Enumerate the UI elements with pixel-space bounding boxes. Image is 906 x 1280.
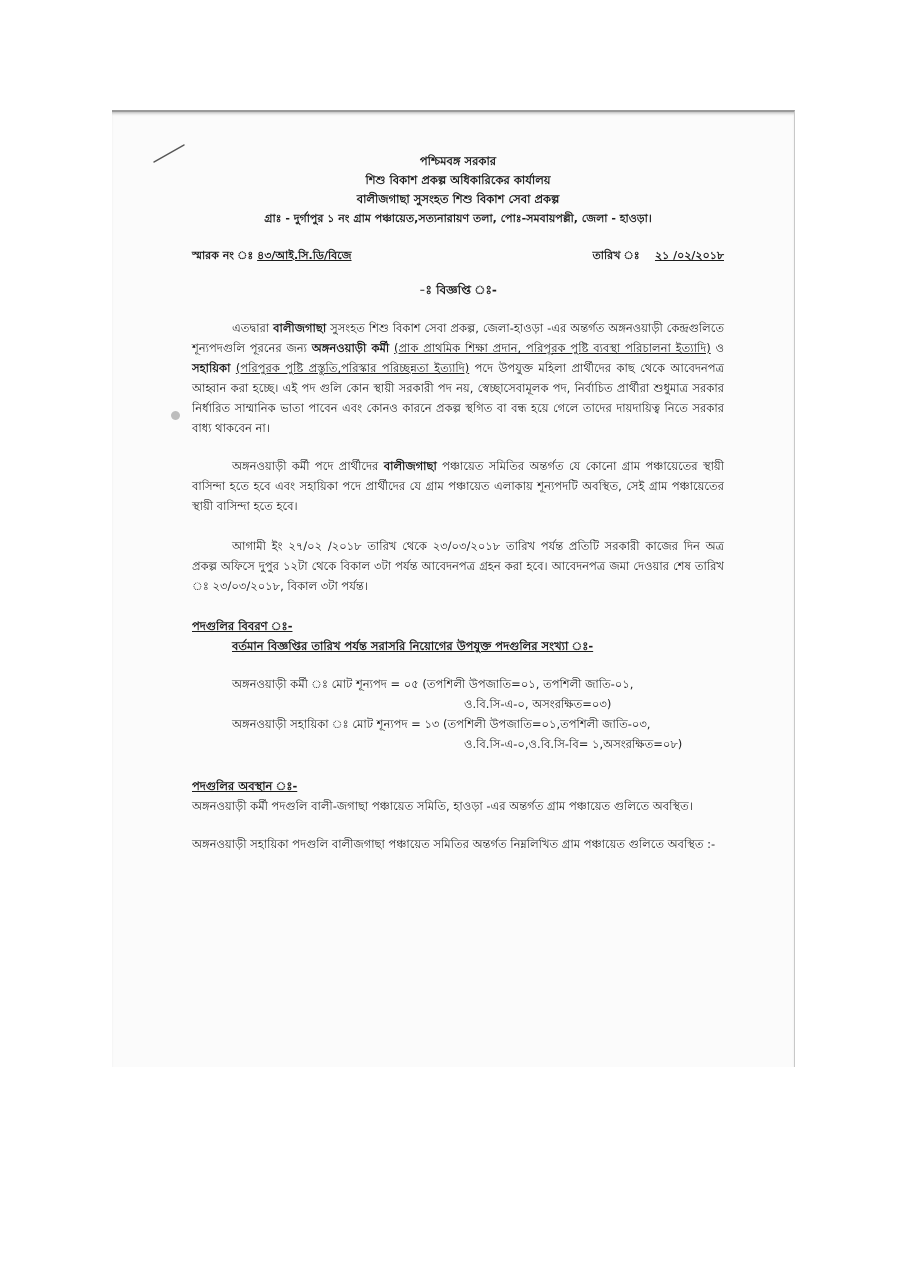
paragraph-application-dates: আগামী ইং ২৭/০২ /২০১৮ তারিখ থেকে ২৩/০৩/২০১৮ তারিখ পর্যন্ত প্রতিটি সরকারী কাজের দিন অত্র প্রকল্প অফিসে দুপুর ১২টা থেকে বিকাল ৩টা পর্যন্ত আবেদনপত্র গ্রহন করা হবে। আবেদনপত্র জমা দেওয়ার শেষ তারিখ ঃ ২৩/০৩/২০১৮, বিকাল ৩টা পর্যন্ত। [192, 539, 724, 593]
para2-text-1: অঙ্গনওয়াড়ী কর্মী পদে প্রার্থীদের [232, 459, 384, 473]
office-address: গ্রাঃ - দুর্গাপুর ১ নং গ্রাম পঞ্চায়েত,সত্যনারায়ণ তলা, পোঃ-সমবায়পল্লী, জেলা - হাওড়া। [264, 212, 652, 225]
posts-subheading: বর্তমান বিজ্ঞপ্তির তারিখ পর্যন্ত সরাসরি নিয়োগের উপযুক্ত পদগুলির সংখ্যা ঃ- [232, 639, 594, 653]
posts-heading: পদগুলির বিবরণ ঃ- [192, 619, 293, 633]
memo-date [593, 246, 724, 266]
pen-stroke-mark [152, 142, 186, 164]
worker-vacancy-cont: ও.বি.সি-এ-০, অসংরক্ষিত=০৩) [464, 697, 612, 711]
date-label: তারিখ ঃ [592, 249, 640, 262]
para2-text-2: পঞ্চায়েত সমিতির অন্তর্গত যে কোনো গ্রাম পঞ্চায়েতের স্থায়ী বাসিন্দা হতে হবে এবং সহায়িকা পদে প্রার্থীদের যে গ্রাম পঞ্চায়েত এলাকায় শূন্যপদটি অবস্থিত, সেই গ্রাম পঞ্চায়েতের স্থায়ী বাসিন্দা হতে হবে। [192, 459, 724, 513]
para2-project-name: বালীজগাছা [383, 459, 437, 473]
letterhead [192, 152, 724, 228]
para1-helper-duties: (পরিপুরক পুষ্টি প্রস্তুতি,পরিস্কার পরিচ্ছন্নতা ইত্যাদি) [235, 361, 470, 375]
worker-vacancy: অঙ্গনওয়াড়ী কর্মী ঃ মোট শূন্যপদ = ০৫ (তপশিলী উপজাতি=০১, তপশিলী জাতি-০১, [232, 677, 634, 691]
vacancy-list [232, 674, 724, 754]
location-heading: পদগুলির অবস্থান ঃ- [192, 779, 298, 793]
memo-value: ৪৩/আই.সি.ডি/বিজে [257, 249, 352, 262]
para1-text-3: ও [710, 341, 724, 355]
para1-helper-post: সহায়িকা [192, 361, 231, 375]
helper-vacancy-cont: ও.বি.সি-এ-০,ও.বি.সি-বি= ১,অসংরক্ষিত=০৮) [464, 737, 683, 751]
para1-project-name: বালীজগাছা [273, 321, 327, 335]
government-name: পশ্চিমবঙ্গ সরকার [419, 154, 497, 168]
notice-content [192, 152, 724, 854]
office-name: শিশু বিকাশ প্রকল্প অধিকারিকের কার্যালয় [365, 173, 551, 187]
helper-vacancy: অঙ্গনওয়াড়ী সহায়িকা ঃ মোট শূন্যপদ = ১৩ (তপশিলী উপজাতি=০১,তপশিলী জাতি-০৩, [232, 717, 651, 731]
para1-text-4: পদে উপযুক্ত মহিলা প্রার্থীদের কাছ থেকে আবেদনপত্র আহ্বান করা হচ্ছে। এই পদ গুলি কোন স্থায়ী সরকারী পদ নয়, স্বেচ্ছাসেবামূলক পদ, নির্বাচিত প্রার্থীরা শুধুমাত্র সরকার নির্ধারিত সাম্মানিক ভাতা পাবেন এবং কোনও কারনে প্রকল্প স্থগিত বা বন্ধ হয়ে গেলে তাদের দায়দায়িত্ব নিতে সরকার বাধ্য থাকবেন না। [192, 361, 725, 435]
para1-text-2: সুসংহত শিশু বিকাশ সেবা প্রকল্প, জেলা-হাওড়া -এর অন্তর্গত অঙ্গনওয়াড়ী কেন্দ্রগুলিতে শূন্যপদগুলি পূরনের জন্য [192, 321, 724, 355]
notice-title: -ঃ বিজ্ঞপ্তি ঃ- [419, 283, 497, 297]
location-helper-paragraph: অঙ্গনওয়াড়ী সহায়িকা পদগুলি বালীজগাছা পঞ্চায়েত সমিতির অন্তর্গত নিম্নলিখিত গ্রাম পঞ্চায়েত গুলিতে অবস্থিত :- [192, 837, 716, 851]
para1-worker-post: অঙ্গনওয়াড়ী কর্মী [311, 341, 390, 355]
location-worker-paragraph: অঙ্গনওয়াড়ী কর্মী পদগুলি বালী-জগাছা পঞ্চায়েত সমিতি, হাওড়া -এর অন্তর্গত গ্রাম পঞ্চায়েত গুলিতে অবস্থিত। [192, 799, 693, 813]
memo-label: স্মারক নং ঃ [192, 249, 254, 262]
para1-text-1: এতদ্বারা [232, 321, 274, 335]
project-name: বালীজগাছা সুসংহত শিশু বিকাশ সেবা প্রকল্প [356, 192, 560, 206]
paragraph-eligibility [192, 456, 724, 516]
memo-number [192, 246, 352, 266]
date-value: ২১ /০২/২০১৮ [654, 249, 724, 262]
paragraph-invitation [192, 318, 724, 438]
para1-worker-duties: (প্রাক প্রাথমিক শিক্ষা প্রদান, পরিপূরক পুষ্টি ব্যবস্থা পরিচালনা ইত্যাদি) [393, 341, 711, 355]
punch-hole-mark [171, 411, 180, 420]
reference-row [192, 246, 724, 266]
